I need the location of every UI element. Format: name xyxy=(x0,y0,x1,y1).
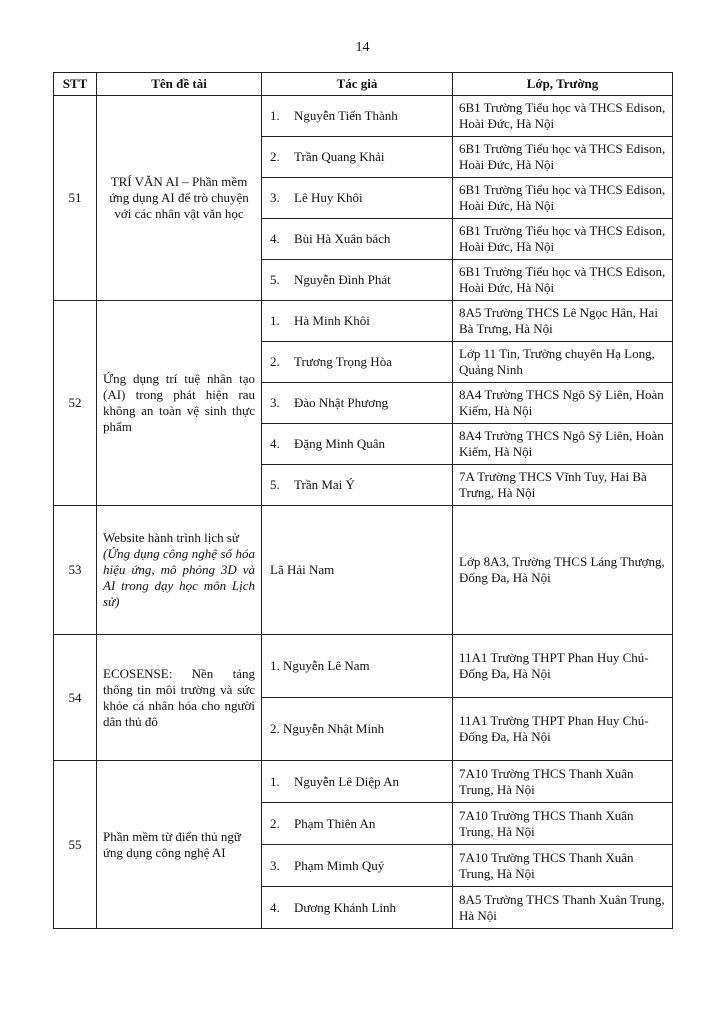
author-cell xyxy=(262,178,453,219)
school-cell: 11A1 Trường THPT Phan Huy Chú- Đống Đa, Hà Nội xyxy=(453,635,673,698)
author-number: 2. xyxy=(270,149,280,164)
author-name: Nguyễn Đình Phát xyxy=(294,272,391,287)
author-cell xyxy=(262,761,453,803)
author-name: Bùi Hà Xuân bách xyxy=(294,231,391,246)
author-number: 2. xyxy=(270,354,280,369)
project-topic: Phần mềm từ điển thủ ngữ ứng dụng công nghệ AI xyxy=(97,761,262,929)
project-stt: 54 xyxy=(54,635,97,761)
table-row xyxy=(54,761,673,803)
school-cell: 8A5 Trường THCS Thanh Xuân Trung, Hà Nội xyxy=(453,887,673,929)
project-table xyxy=(53,72,673,929)
project-stt: 55 xyxy=(54,761,97,929)
project-stt: 53 xyxy=(54,506,97,635)
school-cell: 8A4 Trường THCS Ngô Sỹ Liên, Hoàn Kiếm, Hà Nội xyxy=(453,424,673,465)
author-name: Nguyễn Tiến Thành xyxy=(294,108,398,123)
author-cell xyxy=(262,96,453,137)
author-cell xyxy=(262,342,453,383)
author-number: 2. xyxy=(270,721,280,736)
author-number: 5. xyxy=(270,272,280,287)
author-cell xyxy=(262,698,453,761)
project-topic: TRÍ VĂN AI – Phần mềm ứng dụng AI để trò chuyện với các nhân vật văn học xyxy=(97,96,262,301)
author-name: Lê Huy Khôi xyxy=(294,190,363,205)
school-cell: Lớp 8A3, Trường THCS Láng Thượng, Đống Đa, Hà Nội xyxy=(453,506,673,635)
author-cell xyxy=(262,635,453,698)
author-number: 3. xyxy=(270,395,280,410)
school-cell: 6B1 Trường Tiểu học và THCS Edison, Hoài Đức, Hà Nội xyxy=(453,178,673,219)
school-cell: 6B1 Trường Tiểu học và THCS Edison, Hoài Đức, Hà Nội xyxy=(453,260,673,301)
author-name: Dương Khánh Linh xyxy=(294,899,397,915)
author-cell xyxy=(262,137,453,178)
author-cell xyxy=(262,465,453,506)
school-cell: 11A1 Trường THPT Phan Huy Chú- Đống Đa, Hà Nội xyxy=(453,698,673,761)
author-number: 4. xyxy=(270,231,280,246)
author-name: Trần Quang Khải xyxy=(294,149,385,164)
school-cell: 7A10 Trường THCS Thanh Xuân Trung, Hà Nội xyxy=(453,761,673,803)
author-number: 5. xyxy=(270,477,280,492)
author-name: Trần Mai Ý xyxy=(294,477,355,492)
table-row xyxy=(54,96,673,137)
project-topic-title: Website hành trình lịch sử xyxy=(103,530,239,545)
school-cell: 7A10 Trường THCS Thanh Xuân Trung, Hà Nội xyxy=(453,803,673,845)
school-cell: 7A10 Trường THCS Thanh Xuân Trung, Hà Nội xyxy=(453,845,673,887)
author-cell xyxy=(262,383,453,424)
project-stt: 52 xyxy=(54,301,97,506)
author-number: 2. xyxy=(270,815,280,831)
author-number: 1. xyxy=(270,108,280,123)
author-name: Đào Nhật Phương xyxy=(294,395,389,410)
page-number: 14 xyxy=(355,40,370,55)
school-cell: 6B1 Trường Tiểu học và THCS Edison, Hoài Đức, Hà Nội xyxy=(453,96,673,137)
school-cell: 6B1 Trường Tiểu học và THCS Edison, Hoài Đức, Hà Nội xyxy=(453,219,673,260)
author-name: Phạm Mimh Quý xyxy=(294,857,385,873)
school-cell: 8A4 Trường THCS Ngô Sỹ Liên, Hoàn Kiếm, Hà Nội xyxy=(453,383,673,424)
header-topic: Tên đề tài xyxy=(97,73,262,96)
author-cell xyxy=(262,424,453,465)
project-topic: Ứng dụng trí tuệ nhân tạo (AI) trong phát hiện rau không an toàn vệ sinh thực phẩm xyxy=(97,301,262,506)
header-author: Tác giả xyxy=(262,73,453,96)
author-number: 1. xyxy=(270,658,280,673)
project-topic: ECOSENSE: Nền tảng thông tin môi trường và sức khỏe cá nhân hóa cho người dân thủ đô xyxy=(97,635,262,761)
author-number: 1. xyxy=(270,313,280,328)
author-name: Hà Minh Khôi xyxy=(294,313,370,328)
project-topic-subtitle: (Ứng dụng công nghệ số hóa hiệu ứng, mô phỏng 3D và AI trong dạy học môn Lịch sử) xyxy=(103,546,255,609)
table-header-row xyxy=(54,73,673,96)
school-cell: 7A Trường THCS Vĩnh Tuy, Hai Bà Trưng, Hà Nội xyxy=(453,465,673,506)
table-row xyxy=(54,506,673,635)
header-school: Lớp, Trường xyxy=(453,73,673,96)
author-cell xyxy=(262,845,453,887)
school-cell: Lớp 11 Tin, Trường chuyên Hạ Long, Quảng Ninh xyxy=(453,342,673,383)
author-number: 4. xyxy=(270,899,280,915)
author-name: Đặng Minh Quân xyxy=(294,436,385,451)
author-cell xyxy=(262,301,453,342)
project-topic xyxy=(97,506,262,635)
author-number: 3. xyxy=(270,857,280,873)
author-number: 4. xyxy=(270,436,280,451)
author-number: 1. xyxy=(270,773,280,789)
table-row xyxy=(54,301,673,342)
author-cell xyxy=(262,260,453,301)
author-name: Nguyễn Lê Diệp An xyxy=(294,773,400,789)
author-cell xyxy=(262,803,453,845)
author-name: Phạm Thiên An xyxy=(294,815,376,831)
table-row xyxy=(54,635,673,698)
author-name: Trương Trọng Hòa xyxy=(294,354,392,369)
header-stt: STT xyxy=(54,73,97,96)
author-name: Lã Hải Nam xyxy=(270,562,335,577)
school-cell: 6B1 Trường Tiểu học và THCS Edison, Hoài Đức, Hà Nội xyxy=(453,137,673,178)
author-name: Nguyễn Lê Nam xyxy=(283,658,370,673)
project-stt: 51 xyxy=(54,96,97,301)
author-cell xyxy=(262,506,453,635)
author-cell xyxy=(262,219,453,260)
school-cell: 8A5 Trường THCS Lê Ngọc Hân, Hai Bà Trưng, Hà Nội xyxy=(453,301,673,342)
author-cell xyxy=(262,887,453,929)
author-name: Nguyễn Nhật Minh xyxy=(283,721,385,736)
author-number: 3. xyxy=(270,190,280,205)
